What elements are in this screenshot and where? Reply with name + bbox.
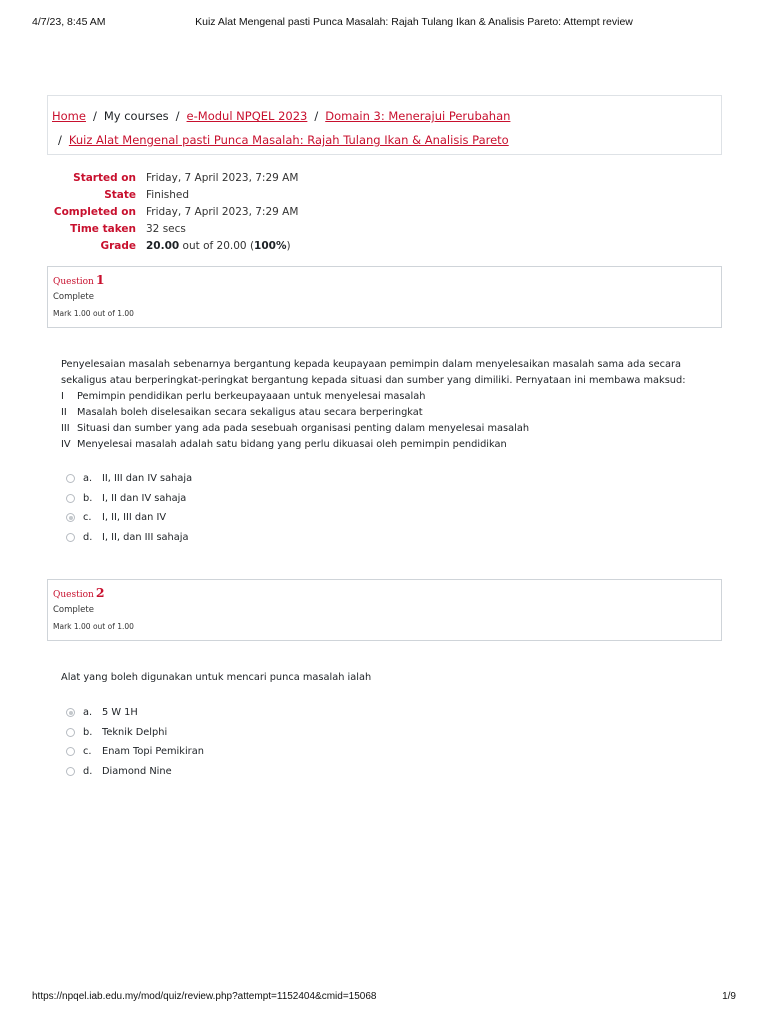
answer-letter: c. <box>83 746 92 758</box>
breadcrumb-line-2 <box>52 128 721 152</box>
answer-letter: b. <box>83 726 93 738</box>
radio-button[interactable] <box>66 747 75 756</box>
summary-row-completed-on <box>52 204 452 221</box>
answer-letter: a. <box>83 473 93 485</box>
answer-letter: b. <box>83 492 93 504</box>
print-date: 4/7/23, 8:45 AM <box>32 16 106 28</box>
statement-numeral: I <box>61 391 64 402</box>
question-2-info <box>47 579 722 641</box>
radio-button-selected[interactable] <box>66 513 75 522</box>
started-on-label: Started on <box>73 172 136 184</box>
breadcrumb-separator: / <box>92 109 97 123</box>
answer-option-d[interactable] <box>66 762 204 782</box>
question-2-title <box>53 583 721 601</box>
question-1-title <box>53 270 721 288</box>
summary-row-grade <box>52 238 452 255</box>
time-taken-label: Time taken <box>70 223 136 235</box>
state-label: State <box>104 189 136 201</box>
breadcrumb-my-courses: My courses <box>103 109 169 123</box>
answer-option-b[interactable] <box>66 723 204 743</box>
radio-button-selected[interactable] <box>66 708 75 717</box>
answer-text: 5 W 1H <box>102 707 138 719</box>
answer-text: II, III dan IV sahaja <box>102 473 193 485</box>
breadcrumb-line-1 <box>52 104 721 128</box>
answer-option-a[interactable] <box>66 703 204 723</box>
statement-text: Situasi dan sumber yang ada pada sesebuah organisasi penting dalam menyelesai masalah <box>77 423 530 434</box>
completed-on-label: Completed on <box>53 206 136 218</box>
print-footer <box>32 991 736 1007</box>
print-page-title: Kuiz Alat Mengenal pasti Punca Masalah: Rajah Tulang Ikan & Analisis Pareto: Attempt review <box>195 16 633 28</box>
completed-on-value: Friday, 7 April 2023, 7:29 AM <box>146 206 299 218</box>
grade-label: Grade <box>100 240 136 252</box>
answer-text: Enam Topi Pemikiran <box>102 746 204 758</box>
statement-numeral: II <box>61 407 67 418</box>
question-state: Complete <box>53 605 94 615</box>
question-mark: Mark 1.00 out of 1.00 <box>53 622 134 631</box>
grade-value <box>146 238 291 255</box>
question-1-answers <box>66 469 192 547</box>
answer-text: Diamond Nine <box>102 765 172 777</box>
page-number: 1/9 <box>722 991 736 1002</box>
answer-text: I, II, III dan IV <box>102 512 167 524</box>
question-word: Question <box>53 277 94 287</box>
statement-text: Masalah boleh diselesaikan secara sekaligus atau secara berperingkat <box>77 407 423 418</box>
answer-text: I, II, dan III sahaja <box>102 531 189 543</box>
breadcrumb-home-link[interactable]: Home <box>52 109 86 123</box>
question-word: Question <box>53 590 94 600</box>
answer-text: I, II dan IV sahaja <box>102 492 187 504</box>
answer-letter: c. <box>83 512 92 524</box>
answer-text: Teknik Delphi <box>102 726 168 738</box>
answer-option-d[interactable] <box>66 528 192 548</box>
answer-option-c[interactable] <box>66 742 204 762</box>
breadcrumb-separator: / <box>58 133 62 147</box>
grade-score: 20.00 <box>146 240 180 252</box>
radio-button[interactable] <box>66 728 75 737</box>
statement-text: Menyelesai masalah adalah satu bidang yang perlu dikuasai oleh pemimpin pendidikan <box>77 439 507 450</box>
question-2-text <box>61 670 711 686</box>
summary-row-state <box>52 187 452 204</box>
breadcrumb-course-link[interactable]: e-Modul NPQEL 2023 <box>186 109 308 123</box>
radio-button[interactable] <box>66 474 75 483</box>
question-number: 1 <box>95 272 105 287</box>
attempt-summary-table <box>52 170 452 255</box>
breadcrumb <box>47 95 722 155</box>
page-url: https://npqel.iab.edu.my/mod/quiz/review.php?attempt=1152404&cmid=15068 <box>32 991 377 1002</box>
statement-i <box>61 389 711 405</box>
breadcrumb-activity-link[interactable]: Kuiz Alat Mengenal pasti Punca Masalah: Rajah Tulang Ikan & Analisis Pareto <box>68 133 509 147</box>
radio-button[interactable] <box>66 494 75 503</box>
question-number: 2 <box>95 585 105 600</box>
grade-percent: 100% <box>254 240 287 252</box>
breadcrumb-section-link[interactable]: Domain 3: Menerajui Perubahan <box>325 109 511 123</box>
answer-option-c[interactable] <box>66 508 192 528</box>
question-mark: Mark 1.00 out of 1.00 <box>53 309 134 318</box>
print-header <box>32 16 736 32</box>
radio-button[interactable] <box>66 767 75 776</box>
radio-button[interactable] <box>66 533 75 542</box>
statement-ii <box>61 405 711 421</box>
question-2-answers <box>66 703 204 781</box>
started-on-value: Friday, 7 April 2023, 7:29 AM <box>146 172 299 184</box>
summary-row-time-taken <box>52 221 452 238</box>
question-state: Complete <box>53 292 94 302</box>
question-2-prompt: Alat yang boleh digunakan untuk mencari punca masalah ialah <box>61 672 372 683</box>
grade-close-paren: ) <box>286 240 291 252</box>
question-1-text <box>61 357 711 453</box>
statement-iv <box>61 437 711 453</box>
question-1-prompt: Penyelesaian masalah sebenarnya bergantung kepada keupayaan pemimpin dalam menyelesaikan masalah sama ada secara sekaligus atau berperingkat-peringkat bergantung kepada situasi dan sumber yang dimiliki. Pernyataan ini membawa maksud: <box>61 359 686 386</box>
statement-numeral: III <box>61 423 70 434</box>
summary-row-started-on <box>52 170 452 187</box>
grade-out-of: out of 20.00 ( <box>179 240 255 252</box>
answer-letter: a. <box>83 707 93 719</box>
statement-text: Pemimpin pendidikan perlu berkeupayaaan untuk menyelesai masalah <box>77 391 426 402</box>
answer-letter: d. <box>83 765 93 777</box>
breadcrumb-separator: / <box>314 109 319 123</box>
statement-numeral: IV <box>61 439 71 450</box>
statement-iii <box>61 421 711 437</box>
answer-letter: d. <box>83 531 93 543</box>
question-1-info <box>47 266 722 328</box>
time-taken-value: 32 secs <box>146 223 186 235</box>
answer-option-a[interactable] <box>66 469 192 489</box>
breadcrumb-separator: / <box>175 109 180 123</box>
answer-option-b[interactable] <box>66 489 192 509</box>
state-value: Finished <box>146 189 190 201</box>
